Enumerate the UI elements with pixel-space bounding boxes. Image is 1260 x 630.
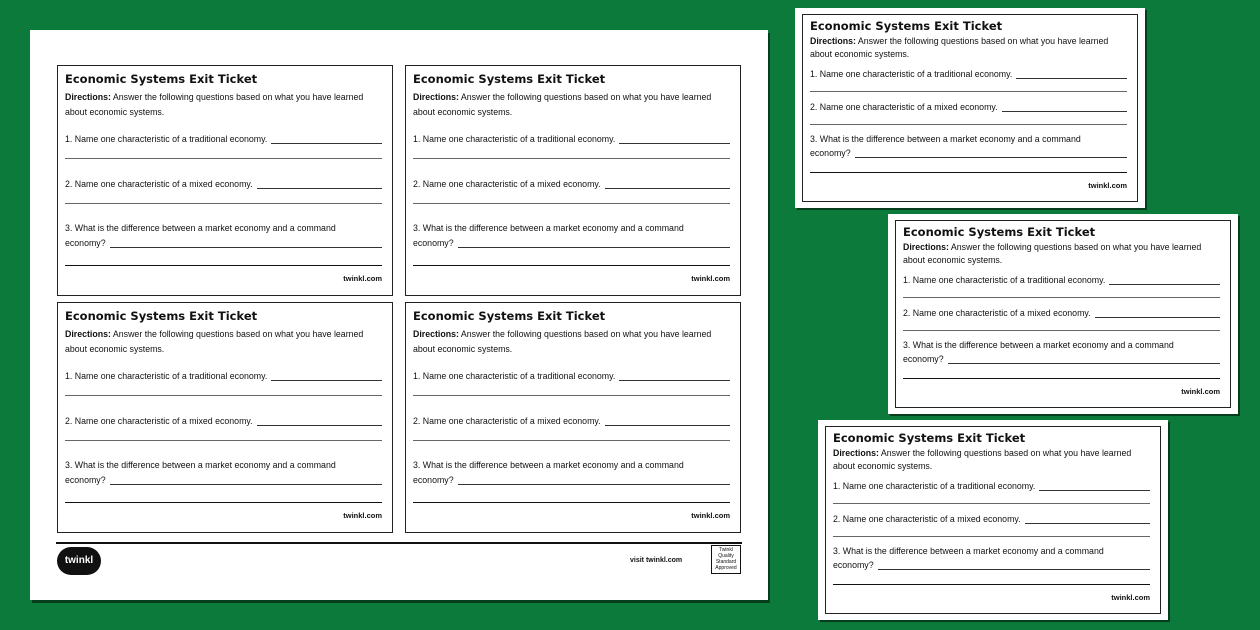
ticket-card-preview [795, 8, 1145, 208]
answer-line [271, 135, 382, 144]
question-1 [810, 69, 1127, 79]
directions-text: Answer the following questions based on what you have learned about economic systems. [810, 36, 1109, 59]
question-2-text: 2. Name one characteristic of a mixed economy. [903, 308, 1091, 318]
ticket-directions [65, 327, 382, 356]
question-3-text: 3. What is the difference between a market economy and a command [810, 134, 1081, 144]
answer-line [833, 584, 1150, 585]
question-3-text-cont: economy? [65, 475, 106, 485]
question-3-text: 3. What is the difference between a market economy and a command [65, 223, 336, 233]
answer-line [810, 91, 1127, 92]
answer-line [271, 372, 382, 381]
answer-line [1095, 309, 1220, 318]
question-3-text-cont: economy? [810, 148, 851, 158]
answer-line [458, 239, 730, 248]
question-1 [65, 371, 382, 381]
answer-line [413, 395, 730, 396]
answer-line [810, 172, 1127, 173]
ticket-site: twinkl.com [1111, 593, 1150, 602]
ticket-site: twinkl.com [691, 274, 730, 283]
answer-line [948, 355, 1220, 364]
question-2 [413, 179, 730, 189]
answer-line [413, 203, 730, 204]
question-1 [903, 275, 1220, 285]
question-3 [810, 134, 1127, 144]
ticket-site: twinkl.com [691, 511, 730, 520]
ticket-title: Economic Systems Exit Ticket [810, 19, 1003, 33]
question-1-text: 1. Name one characteristic of a traditional economy. [903, 275, 1106, 285]
answer-line [810, 124, 1127, 125]
question-1 [413, 371, 730, 381]
question-1 [65, 134, 382, 144]
ticket-title: Economic Systems Exit Ticket [413, 309, 606, 323]
directions-label: Directions: [65, 329, 111, 339]
ticket-directions [65, 90, 382, 119]
ticket-directions [810, 35, 1127, 61]
directions-text: Answer the following questions based on what you have learned about economic systems. [65, 92, 364, 117]
answer-line [110, 476, 382, 485]
question-3-text-cont: economy? [413, 238, 454, 248]
answer-line [458, 476, 730, 485]
visit-link: visit twinkl.com [630, 557, 683, 564]
answer-line [65, 158, 382, 159]
answer-line [605, 417, 730, 426]
answer-line [833, 503, 1150, 504]
ticket-title: Economic Systems Exit Ticket [65, 72, 258, 86]
question-2-text: 2. Name one characteristic of a mixed economy. [413, 179, 601, 189]
directions-label: Directions: [413, 92, 459, 102]
answer-line [1025, 515, 1150, 524]
ticket-directions [413, 90, 730, 119]
answer-line [855, 149, 1127, 158]
question-3-text: 3. What is the difference between a market economy and a command [65, 460, 336, 470]
question-3-text-cont: economy? [833, 560, 874, 570]
answer-line [110, 239, 382, 248]
answer-line [833, 536, 1150, 537]
question-3-cont [413, 475, 730, 485]
directions-text: Answer the following questions based on what you have learned about economic systems. [65, 329, 364, 354]
question-3 [833, 546, 1150, 556]
answer-line [1002, 103, 1127, 112]
answer-line [1039, 482, 1150, 491]
ticket-site: twinkl.com [343, 511, 382, 520]
answer-line [1109, 276, 1220, 285]
directions-label: Directions: [413, 329, 459, 339]
exit-ticket [802, 14, 1138, 202]
answer-line [1016, 70, 1127, 79]
exit-ticket [405, 302, 741, 533]
question-2-text: 2. Name one characteristic of a mixed economy. [65, 416, 253, 426]
question-2-text: 2. Name one characteristic of a mixed economy. [413, 416, 601, 426]
question-3-cont [810, 148, 1127, 158]
ticket-card-preview [818, 420, 1168, 620]
question-2-text: 2. Name one characteristic of a mixed economy. [810, 102, 998, 112]
question-1-text: 1. Name one characteristic of a traditional economy. [413, 134, 616, 144]
question-3 [413, 223, 730, 233]
question-3 [65, 460, 382, 470]
question-3 [903, 340, 1220, 350]
question-2 [903, 308, 1220, 318]
directions-label: Directions: [833, 448, 879, 458]
question-3-cont [833, 560, 1150, 570]
directions-label: Directions: [810, 36, 856, 46]
question-1-text: 1. Name one characteristic of a traditional economy. [810, 69, 1013, 79]
ticket-title: Economic Systems Exit Ticket [833, 431, 1026, 445]
question-3-cont [65, 238, 382, 248]
exit-ticket [57, 302, 393, 533]
answer-line [65, 203, 382, 204]
footer-divider [56, 542, 742, 544]
directions-text: Answer the following questions based on what you have learned about economic systems. [903, 242, 1202, 265]
ticket-directions [413, 327, 730, 356]
answer-line [65, 440, 382, 441]
exit-ticket [57, 65, 393, 296]
question-1-text: 1. Name one characteristic of a traditional economy. [65, 371, 268, 381]
question-2 [810, 102, 1127, 112]
question-2 [413, 416, 730, 426]
answer-line [65, 395, 382, 396]
question-3-text: 3. What is the difference between a market economy and a command [413, 460, 684, 470]
question-1 [833, 481, 1150, 491]
ticket-site: twinkl.com [343, 274, 382, 283]
worksheet-page [30, 30, 768, 600]
quality-badge-icon: Twinkl Quality Standard Approved [711, 545, 741, 574]
question-3-text: 3. What is the difference between a market economy and a command [413, 223, 684, 233]
answer-line [257, 417, 382, 426]
question-3-text-cont: economy? [65, 238, 106, 248]
question-3 [65, 223, 382, 233]
question-1-text: 1. Name one characteristic of a traditional economy. [65, 134, 268, 144]
twinkl-logo: twinkl [57, 547, 101, 575]
answer-line [65, 502, 382, 503]
question-2 [65, 416, 382, 426]
exit-ticket [405, 65, 741, 296]
directions-text: Answer the following questions based on what you have learned about economic systems. [413, 329, 712, 354]
directions-label: Directions: [903, 242, 949, 252]
question-2 [65, 179, 382, 189]
answer-line [878, 561, 1150, 570]
ticket-title: Economic Systems Exit Ticket [413, 72, 606, 86]
answer-line [619, 372, 730, 381]
question-3-text-cont: economy? [903, 354, 944, 364]
answer-line [257, 180, 382, 189]
answer-line [413, 440, 730, 441]
question-1-text: 1. Name one characteristic of a traditional economy. [833, 481, 1036, 491]
question-1 [413, 134, 730, 144]
ticket-directions [833, 447, 1150, 473]
answer-line [903, 330, 1220, 331]
question-3-cont [903, 354, 1220, 364]
question-3 [413, 460, 730, 470]
exit-ticket [895, 220, 1231, 408]
answer-line [413, 158, 730, 159]
question-3-text: 3. What is the difference between a market economy and a command [833, 546, 1104, 556]
answer-line [605, 180, 730, 189]
answer-line [903, 297, 1220, 298]
question-1-text: 1. Name one characteristic of a traditional economy. [413, 371, 616, 381]
directions-text: Answer the following questions based on what you have learned about economic systems. [413, 92, 712, 117]
answer-line [903, 378, 1220, 379]
answer-line [619, 135, 730, 144]
answer-line [65, 265, 382, 266]
question-2-text: 2. Name one characteristic of a mixed economy. [65, 179, 253, 189]
ticket-site: twinkl.com [1181, 387, 1220, 396]
answer-line [413, 265, 730, 266]
question-2-text: 2. Name one characteristic of a mixed economy. [833, 514, 1021, 524]
directions-label: Directions: [65, 92, 111, 102]
question-2 [833, 514, 1150, 524]
ticket-card-preview [888, 214, 1238, 414]
answer-line [413, 502, 730, 503]
directions-text: Answer the following questions based on what you have learned about economic systems. [833, 448, 1132, 471]
question-3-cont [65, 475, 382, 485]
ticket-directions [903, 241, 1220, 267]
question-3-text: 3. What is the difference between a market economy and a command [903, 340, 1174, 350]
ticket-title: Economic Systems Exit Ticket [903, 225, 1096, 239]
ticket-site: twinkl.com [1088, 181, 1127, 190]
ticket-title: Economic Systems Exit Ticket [65, 309, 258, 323]
question-3-cont [413, 238, 730, 248]
exit-ticket [825, 426, 1161, 614]
question-3-text-cont: economy? [413, 475, 454, 485]
